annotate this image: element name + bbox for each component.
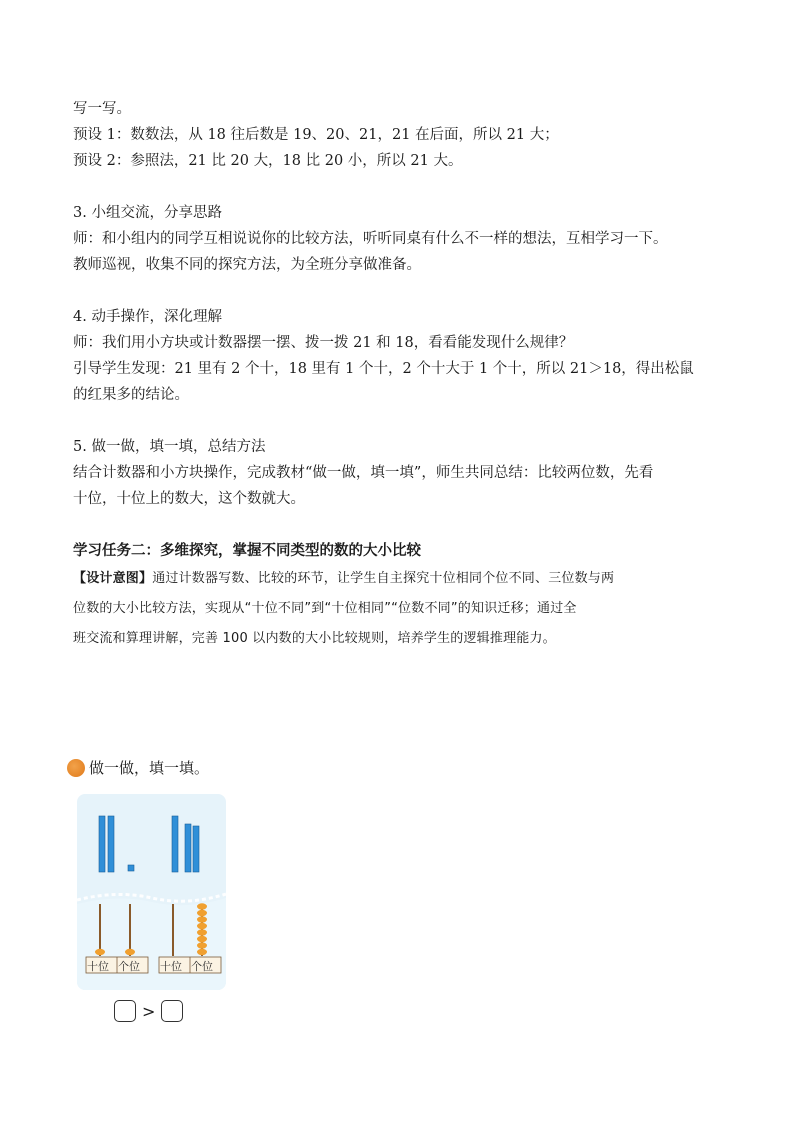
answer-box-left[interactable]	[114, 1000, 136, 1022]
section-5-title: 5. 做一做，填一填，总结方法	[73, 439, 266, 455]
section-4-title: 4. 动手操作，深化理解	[73, 309, 222, 325]
text-line: 教师巡视，收集不同的探究方法，为全班分享做准备。	[73, 257, 421, 273]
abacus-bead	[197, 910, 207, 916]
tens-label-left: 十位	[87, 960, 109, 973]
abacus-bead	[197, 923, 207, 929]
comparison-answer	[114, 1000, 183, 1022]
text-line: 师：我们用小方块或计数器摆一摆、拨一拨 21 和 18，看看能发现什么规律？	[73, 335, 574, 351]
abacus-bead	[197, 936, 207, 942]
text-line: 引导学生发现：21 里有 2 个十，18 里有 1 个十，2 个十大于 1 个十，所以 21＞18，得出松鼠	[73, 361, 694, 377]
text-line: 的红果多的结论。	[73, 387, 189, 403]
ones-label-left: 个位	[118, 960, 140, 973]
text-line: 结合计数器和小方块操作，完成教材“做一做，填一填”，师生共同总结：比较两位数，先看	[73, 465, 654, 481]
ones-label-right: 个位	[191, 960, 213, 973]
abacus-bead	[197, 949, 207, 955]
intent-label: 【设计意图】	[73, 571, 153, 586]
tens-label-right: 十位	[160, 960, 182, 973]
abacus-illustration	[77, 794, 226, 990]
abacus-bead	[197, 916, 207, 922]
abacus-bead	[197, 929, 207, 935]
document-body	[73, 96, 723, 654]
answer-box-right[interactable]	[161, 1000, 183, 1022]
text-line: 十位，十位上的数大，这个数就大。	[73, 491, 305, 507]
ten-rod-blocks-left	[99, 816, 134, 872]
text-line: 预设 1：数数法，从 18 往后数是 19、20、21，21 在后面，所以 21 大；	[73, 127, 559, 143]
orange-dot-icon	[67, 759, 85, 777]
abacus-bead	[197, 903, 207, 909]
greater-than-symbol: >	[142, 1001, 156, 1021]
text-line: 预设 2：参照法，21 比 20 大，18 比 20 小，所以 21 大。	[73, 153, 463, 169]
design-intent	[73, 564, 723, 654]
intent-text: 班交流和算理讲解，完善 100 以内数的大小比较规则，培养学生的逻辑推理能力。	[73, 631, 556, 646]
abacus-figure	[77, 794, 226, 990]
intent-text: 位数的大小比较方法，实现从“十位不同”到“十位相同”“位数不同”的知识迁移；通过全	[73, 601, 577, 616]
intent-text: 通过计数器写数、比较的环节，让学生自主探究十位相同个位不同、三位数与两	[152, 571, 615, 586]
task-2-title: 学习任务二：多维探究，掌握不同类型的数的大小比较	[73, 542, 421, 559]
section-3-title: 3. 小组交流，分享思路	[73, 205, 222, 221]
text-line: 师：和小组内的同学互相说说你的比较方法，听听同桌有什么不一样的想法，互相学习一下。	[73, 231, 668, 247]
do-it-label: 做一做，填一填。	[89, 759, 210, 777]
abacus-bead	[197, 942, 207, 948]
ten-rod-blocks-right	[172, 816, 199, 872]
do-it-heading	[67, 756, 209, 780]
text-line: 写一写。	[73, 101, 131, 117]
